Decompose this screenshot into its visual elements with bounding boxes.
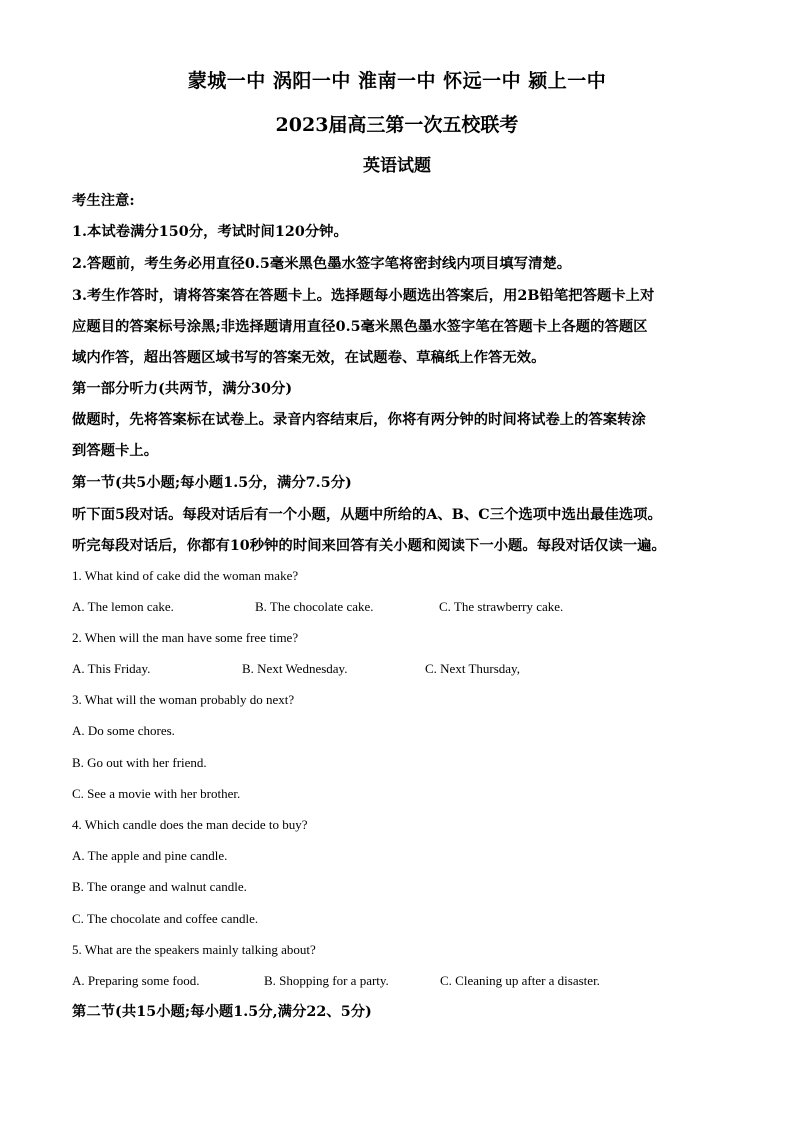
subject-title: 英语试题 bbox=[363, 156, 431, 176]
question-5-option-a: A. Preparing some food. bbox=[72, 973, 200, 988]
question-1-option-b: B. The chocolate cake. bbox=[255, 599, 374, 614]
part1-instruction-line-2: 到答题卡上。 bbox=[72, 443, 159, 459]
notice-item-3-line-1: 3.考生作答时，请将答案答在答题卡上。选择题每小题选出答案后，用2B铅笔把答题卡上对 bbox=[72, 288, 655, 304]
question-4-option-c: C. The chocolate and coffee candle. bbox=[72, 911, 259, 926]
section1-heading: 第一节(共5小题;每小题1.5分，满分7.5分) bbox=[72, 475, 352, 491]
question-4-option-b: B. The orange and walnut candle. bbox=[72, 879, 247, 894]
question-5-stem: 5. What are the speakers mainly talking about? bbox=[72, 942, 316, 957]
question-5-option-c: C. Cleaning up after a disaster. bbox=[440, 973, 600, 988]
exam-title: 2023届高三第一次五校联考 bbox=[275, 114, 519, 136]
question-2-option-a: A. This Friday. bbox=[72, 661, 151, 676]
section1-instruction-line-1: 听下面5段对话。每段对话后有一个小题，从题中所给的A、B、C三个选项中选出最佳选项。 bbox=[72, 507, 662, 523]
question-4-option-a: A. The apple and pine candle. bbox=[72, 848, 228, 863]
question-3-option-c: C. See a movie with her brother. bbox=[72, 786, 241, 801]
question-2-option-b: B. Next Wednesday. bbox=[242, 661, 348, 676]
schools-title: 蒙城一中 涡阳一中 淮南一中 怀远一中 颍上一中 bbox=[187, 70, 607, 92]
notice-item-1: 1.本试卷满分150分，考试时间120分钟。 bbox=[72, 224, 348, 240]
section1-instruction-line-2: 听完每段对话后，你都有10秒钟的时间来回答有关小题和阅读下一小题。每段对话仅读一遍。 bbox=[72, 538, 666, 554]
question-3-stem: 3. What will the woman probably do next? bbox=[72, 692, 295, 707]
question-1-stem: 1. What kind of cake did the woman make? bbox=[72, 568, 299, 583]
section2-heading: 第二节(共15小题;每小题1.5分,满分22、5分) bbox=[72, 1004, 372, 1020]
part1-instruction-line-1: 做题时，先将答案标在试卷上。录音内容结束后，你将有两分钟的时间将试卷上的答案转涂 bbox=[72, 412, 646, 428]
question-2-option-c: C. Next Thursday, bbox=[425, 661, 520, 676]
notice-item-3-line-2: 应题目的答案标号涂黑;非选择题请用直径0.5毫米黑色墨水签字笔在答题卡上各题的答题区 bbox=[72, 319, 648, 335]
question-1-option-a: A. The lemon cake. bbox=[72, 599, 174, 614]
question-1-option-c: C. The strawberry cake. bbox=[439, 599, 564, 614]
question-5-option-b: B. Shopping for a party. bbox=[264, 973, 389, 988]
question-4-stem: 4. Which candle does the man decide to buy? bbox=[72, 817, 308, 832]
question-3-option-b: B. Go out with her friend. bbox=[72, 755, 207, 770]
part1-heading: 第一部分听力(共两节，满分30分) bbox=[72, 381, 293, 397]
question-2-stem: 2. When will the man have some free time? bbox=[72, 630, 299, 645]
notice-item-2: 2.答题前，考生务必用直径0.5毫米黑色墨水签字笔将密封线内项目填写清楚。 bbox=[72, 256, 572, 272]
notice-item-3-line-3: 域内作答，超出答题区域书写的答案无效，在试题卷、草稿纸上作答无效。 bbox=[72, 350, 546, 366]
question-3-option-a: A. Do some chores. bbox=[72, 723, 175, 738]
notice-heading: 考生注意: bbox=[72, 193, 135, 209]
